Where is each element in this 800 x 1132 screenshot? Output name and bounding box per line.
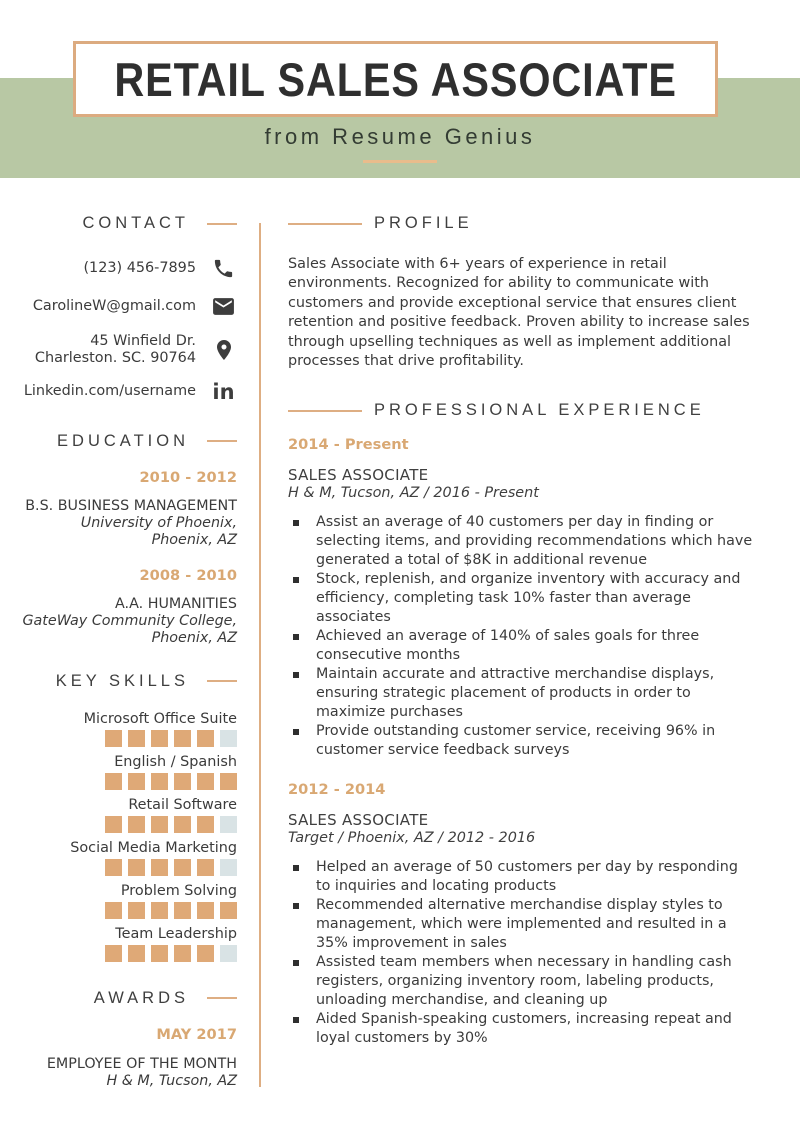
skill-item bbox=[0, 754, 237, 790]
skill-level-bar bbox=[0, 902, 237, 919]
mailing-address bbox=[35, 333, 196, 368]
main-column bbox=[288, 214, 756, 1048]
key-skills-heading-label: KEY SKILLS bbox=[55, 671, 189, 690]
skill-level-square bbox=[197, 773, 214, 790]
skill-level-square bbox=[220, 902, 237, 919]
bullet-square-icon bbox=[293, 865, 299, 871]
skill-level-square bbox=[174, 730, 191, 747]
education-item bbox=[0, 469, 237, 549]
job-bullet: Achieved an average of 140% of sales goals for three consecutive months bbox=[288, 627, 756, 665]
skill-level-square bbox=[197, 730, 214, 747]
experience-job bbox=[288, 781, 756, 1048]
skill-level-bar bbox=[0, 773, 237, 790]
bullet-square-icon bbox=[293, 520, 299, 526]
heading-dash bbox=[207, 680, 237, 682]
skill-label: Problem Solving bbox=[120, 882, 237, 899]
skill-level-square bbox=[174, 816, 191, 833]
profile-heading bbox=[288, 214, 756, 233]
skill-level-square bbox=[128, 945, 145, 962]
education-dates: 2010 - 2012 bbox=[139, 468, 237, 486]
skill-level-square bbox=[220, 773, 237, 790]
heading-dash bbox=[207, 440, 237, 442]
bullet-square-icon bbox=[293, 729, 299, 735]
address-line-2: Charleston. SC. 90764 bbox=[34, 350, 196, 367]
skill-list bbox=[0, 711, 237, 962]
skill-item bbox=[0, 883, 237, 919]
job-bullet: Helped an average of 50 customers per day by responding to inquiries and locating products bbox=[288, 858, 756, 896]
skill-item bbox=[0, 797, 237, 833]
skill-level-square bbox=[151, 902, 168, 919]
job-bullet: Maintain accurate and attractive merchandise displays, ensuring strategic placement of products in order to maximize purchases bbox=[288, 665, 756, 722]
job-bullet: Aided Spanish-speaking customers, increasing repeat and loyal customers by 30% bbox=[288, 1010, 756, 1048]
envelope-icon bbox=[210, 294, 237, 319]
skill-item bbox=[0, 711, 237, 747]
job-company-detail: Target / Phoenix, AZ / 2012 - 2016 bbox=[288, 830, 536, 847]
skill-label: Retail Software bbox=[128, 796, 237, 813]
skill-level-square bbox=[220, 859, 237, 876]
skill-level-square bbox=[105, 902, 122, 919]
education-school: University of Phoenix, bbox=[80, 514, 237, 531]
award-title: EMPLOYEE OF THE MONTH bbox=[46, 1055, 237, 1072]
skill-level-square bbox=[128, 730, 145, 747]
skill-level-square bbox=[105, 730, 122, 747]
skill-level-square bbox=[220, 730, 237, 747]
contact-email-row bbox=[0, 294, 237, 319]
email-address: CarolineW@gmail.com bbox=[32, 297, 196, 314]
skill-level-square bbox=[174, 902, 191, 919]
profile-heading-label: PROFILE bbox=[374, 214, 473, 232]
education-heading-label: EDUCATION bbox=[57, 431, 189, 450]
job-bullet: Provide outstanding customer service, receiving 96% in customer service feedback surveys bbox=[288, 722, 756, 760]
heading-dash bbox=[288, 223, 362, 225]
experience-heading bbox=[288, 401, 756, 420]
skill-label: English / Spanish bbox=[114, 753, 237, 770]
education-location: Phoenix, AZ bbox=[151, 531, 237, 548]
key-skills-heading bbox=[0, 672, 237, 691]
contact-list bbox=[0, 257, 237, 403]
bullet-square-icon bbox=[293, 672, 299, 678]
bullet-square-icon bbox=[293, 960, 299, 966]
skill-level-square bbox=[197, 902, 214, 919]
job-bullet-list bbox=[288, 858, 756, 1048]
job-dates: 2014 - Present bbox=[288, 436, 409, 454]
skill-item bbox=[0, 840, 237, 876]
linkedin-handle: Linkedin.com/username bbox=[23, 383, 196, 400]
contact-address-row bbox=[0, 333, 237, 368]
resume-title: RETAIL SALES ASSOCIATE bbox=[114, 52, 677, 106]
skill-level-square bbox=[128, 859, 145, 876]
location-pin-icon bbox=[210, 337, 237, 363]
bullet-square-icon bbox=[293, 634, 299, 640]
skill-label: Microsoft Office Suite bbox=[83, 710, 237, 727]
subtitle-underline bbox=[363, 160, 437, 163]
skill-level-square bbox=[105, 816, 122, 833]
bullet-square-icon bbox=[293, 1017, 299, 1023]
education-location: Phoenix, AZ bbox=[151, 630, 237, 647]
job-title: SALES ASSOCIATE bbox=[288, 811, 429, 830]
contact-heading bbox=[0, 214, 237, 233]
skill-level-square bbox=[105, 945, 122, 962]
contact-linkedin-row bbox=[0, 379, 237, 404]
job-dates: 2012 - 2014 bbox=[288, 781, 386, 799]
job-bullet: Assisted team members when necessary in handling cash registers, organizing inventory room, labeling products, unloading merchandise, and cleaning up bbox=[288, 953, 756, 1010]
contact-phone-row bbox=[0, 257, 237, 280]
heading-dash bbox=[207, 223, 237, 225]
bullet-square-icon bbox=[293, 577, 299, 583]
education-heading bbox=[0, 432, 237, 451]
skill-level-square bbox=[197, 859, 214, 876]
resume-subtitle: from Resume Genius bbox=[264, 124, 536, 149]
phone-icon bbox=[210, 257, 237, 280]
award-date: MAY 2017 bbox=[156, 1025, 237, 1043]
heading-dash bbox=[207, 997, 237, 999]
phone-number: (123) 456-7895 bbox=[83, 259, 196, 276]
heading-dash bbox=[288, 410, 362, 412]
education-dates: 2008 - 2010 bbox=[139, 567, 237, 585]
job-title: SALES ASSOCIATE bbox=[288, 466, 429, 485]
skill-level-square bbox=[220, 945, 237, 962]
skill-level-square bbox=[151, 945, 168, 962]
skill-level-square bbox=[151, 773, 168, 790]
skill-level-square bbox=[174, 945, 191, 962]
skill-level-square bbox=[105, 773, 122, 790]
experience-job bbox=[288, 436, 756, 760]
job-bullet: Assist an average of 40 customers per day in finding or selecting items, and providing recommendations which have generated a total of $8K in additional revenue bbox=[288, 513, 756, 570]
skill-level-bar bbox=[0, 730, 237, 747]
skill-level-square bbox=[128, 773, 145, 790]
skill-level-square bbox=[174, 773, 191, 790]
profile-summary: Sales Associate with 6+ years of experience in retail environments. Recognized for ability to communicate with customers and provide exceptional service that ensures client retention and positive feedback. Proven ability to increase sales through upselling techniques as well as implement additional processes that drive profitability. bbox=[288, 256, 750, 370]
skill-level-square bbox=[151, 816, 168, 833]
education-degree: A.A. HUMANITIES bbox=[115, 596, 237, 613]
skill-item bbox=[0, 926, 237, 962]
awards-heading bbox=[0, 989, 237, 1008]
skill-level-square bbox=[151, 730, 168, 747]
skill-level-square bbox=[197, 945, 214, 962]
job-company-detail: H & M, Tucson, AZ / 2016 - Present bbox=[288, 485, 539, 502]
job-bullet: Recommended alternative merchandise display styles to management, which were implemented and resulted in a 35% improvement in sales bbox=[288, 896, 756, 953]
education-degree: B.S. BUSINESS MANAGEMENT bbox=[25, 497, 237, 514]
skill-label: Social Media Marketing bbox=[70, 839, 237, 856]
awards-heading-label: AWARDS bbox=[93, 988, 189, 1007]
skill-level-square bbox=[105, 859, 122, 876]
experience-heading-label: PROFESSIONAL EXPERIENCE bbox=[374, 401, 705, 420]
skill-level-square bbox=[174, 859, 191, 876]
award-org: H & M, Tucson, AZ bbox=[106, 1072, 237, 1089]
job-bullet: Stock, replenish, and organize inventory with accuracy and efficiency, completing task 10% faster than average associates bbox=[288, 570, 756, 627]
skill-level-square bbox=[128, 816, 145, 833]
skill-level-square bbox=[151, 859, 168, 876]
title-box bbox=[73, 41, 718, 117]
skill-level-bar bbox=[0, 945, 237, 962]
job-bullet-list bbox=[288, 513, 756, 760]
skill-level-square bbox=[220, 816, 237, 833]
skill-label: Team Leadership bbox=[115, 925, 237, 942]
award-item bbox=[0, 1026, 237, 1090]
skill-level-bar bbox=[0, 816, 237, 833]
contact-heading-label: CONTACT bbox=[82, 214, 189, 232]
education-school: GateWay Community College, bbox=[22, 613, 237, 630]
sidebar bbox=[0, 214, 260, 1090]
skill-level-square bbox=[128, 902, 145, 919]
skill-level-bar bbox=[0, 859, 237, 876]
education-item bbox=[0, 567, 237, 647]
bullet-square-icon bbox=[293, 903, 299, 909]
skill-level-square bbox=[197, 816, 214, 833]
address-line-1: 45 Winfield Dr. bbox=[90, 333, 196, 349]
linkedin-icon: in bbox=[212, 379, 235, 404]
